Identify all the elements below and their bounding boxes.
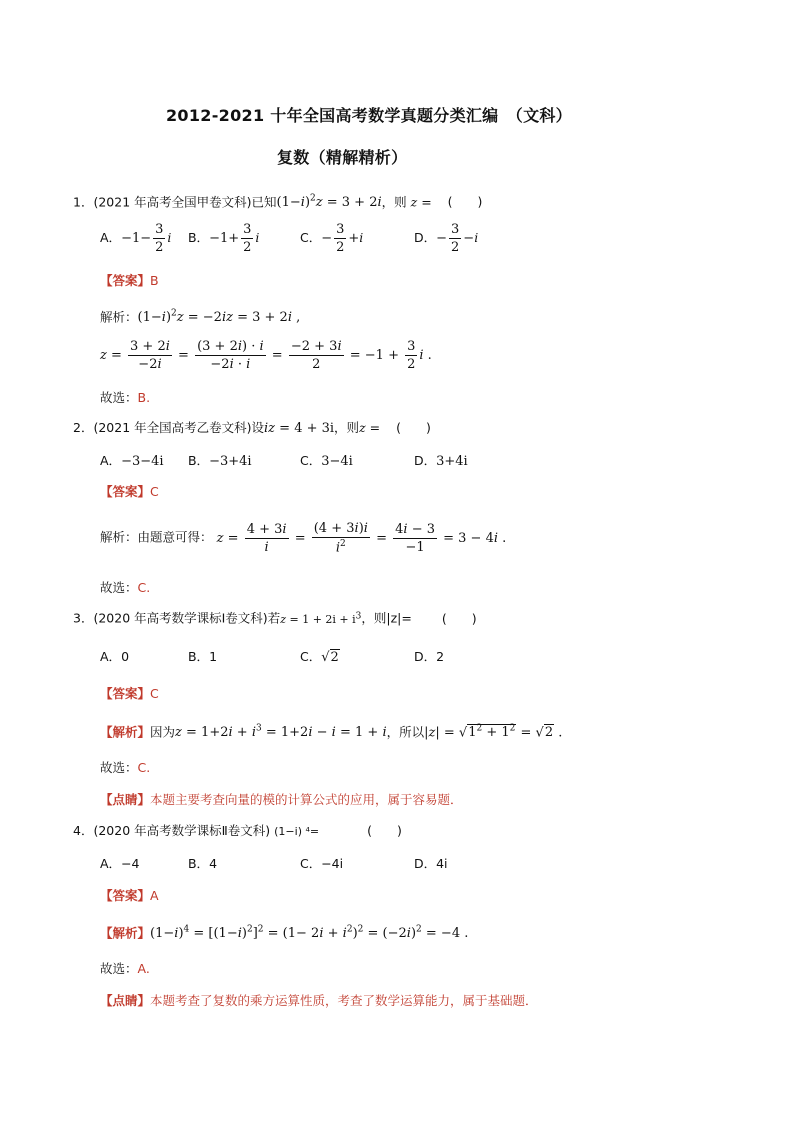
question-3-answer: 【答案】C <box>100 686 159 701</box>
question-1-choose: 故选：B. <box>100 390 151 405</box>
question-4-options: A．−4 B．4 C．−4i D．4i <box>100 856 448 871</box>
question-3-source: (2020 年高考数学课标Ⅰ卷文科) <box>93 610 268 626</box>
question-3-equation: $z = 1 + 2i + i^3$ <box>280 611 362 626</box>
question-1-analysis-line1: 解析：$(1-i)^2z = -2iz = 3 + 2i$ , <box>100 309 301 326</box>
question-3-stem: 3．(2020 年高考数学课标Ⅰ卷文科)若$z = 1 + 2i + i^3$，则|z|= ( ) <box>73 610 477 626</box>
question-4-comment: 【点睛】本题考查了复数的乘方运算性质，考查了数学运算能力，属于基础题． <box>100 993 538 1008</box>
question-3-analysis: 【解析】因为$z = 1+2i + i^3 = 1+2i - i = 1 + i$，所以$|z| = √1^2 + 1^2 = √2$ . <box>100 724 563 741</box>
question-2-analysis: 解析：由题意可得： z = $\frac{4 + 3i}{i}$ = $\frac{(4 + 3i)i}{i^2}$ = $\frac{4i - 3}{-1}$ = 3 − 4i . <box>100 521 507 556</box>
question-4-analysis: 【解析】$(1-i)^4 = [(1-i)^2]^2 = (1- 2i + i^2)^2 = (-2i)^2 = -4$ . <box>100 925 469 942</box>
question-3-options: A．0 B．1 C．√2 D．2 <box>100 649 445 665</box>
question-4-choose: 故选：A. <box>100 961 150 976</box>
question-3-choose: 故选：C. <box>100 760 151 775</box>
question-2-answer: 【答案】C <box>100 484 159 499</box>
question-1-source: (2021 年高考全国甲卷文科) <box>93 194 252 210</box>
page-subtitle: 复数（精解精析） <box>277 148 408 167</box>
question-2-source: (2021 年全国高考乙卷文科) <box>93 420 252 435</box>
question-4-answer: 【答案】A <box>100 888 159 903</box>
question-4-stem: 4．(2020 年高考数学课标Ⅱ卷文科) (1−i) ⁴= ( ) <box>73 823 402 838</box>
question-3-comment: 【点睛】本题主要考查向量的模的计算公式的应用，属于容易题． <box>100 792 463 807</box>
question-2-stem: 2．(2021 年全国高考乙卷文科)设iz = 4 + 3i，则z = ( ) <box>73 420 431 436</box>
question-1-answer: 【答案】B <box>100 273 159 288</box>
question-1-options: A．−1− $\frac{3}{2}$ i B．−1+ $\frac{3}{2}$ i C．− $\frac{3}{2}$ +i D．− $\frac{3}{2}$ −i <box>100 222 479 255</box>
question-2-equation: iz = 4 + 3i <box>264 421 335 436</box>
question-2-options: A．−3−4i B．−3+4i C．3−4i D．3+4i <box>100 453 468 469</box>
question-2-choose: 故选：C. <box>100 580 151 595</box>
question-1-analysis-line2: z = $\frac{3 + 2i}{-2i}$ = $\frac{(3 + 2i) \cdot i}{-2i \cdot i}$ = $\frac{-2 + 3i}{2}$ = −1 + $\frac{3}{2}$ i . <box>100 339 432 372</box>
question-1-equation: $(1-i)^2z = 3 + 2i$ <box>276 194 382 211</box>
page-title: 2012-2021 十年全国高考数学真题分类汇编 （文科） <box>166 106 572 125</box>
question-1-stem: 1．(2021 年高考全国甲卷文科)已知$(1-i)^2z = 3 + 2i$，则 z = ( ) <box>73 194 483 211</box>
question-4-source: (2020 年高考数学课标Ⅱ卷文科) <box>93 823 271 838</box>
